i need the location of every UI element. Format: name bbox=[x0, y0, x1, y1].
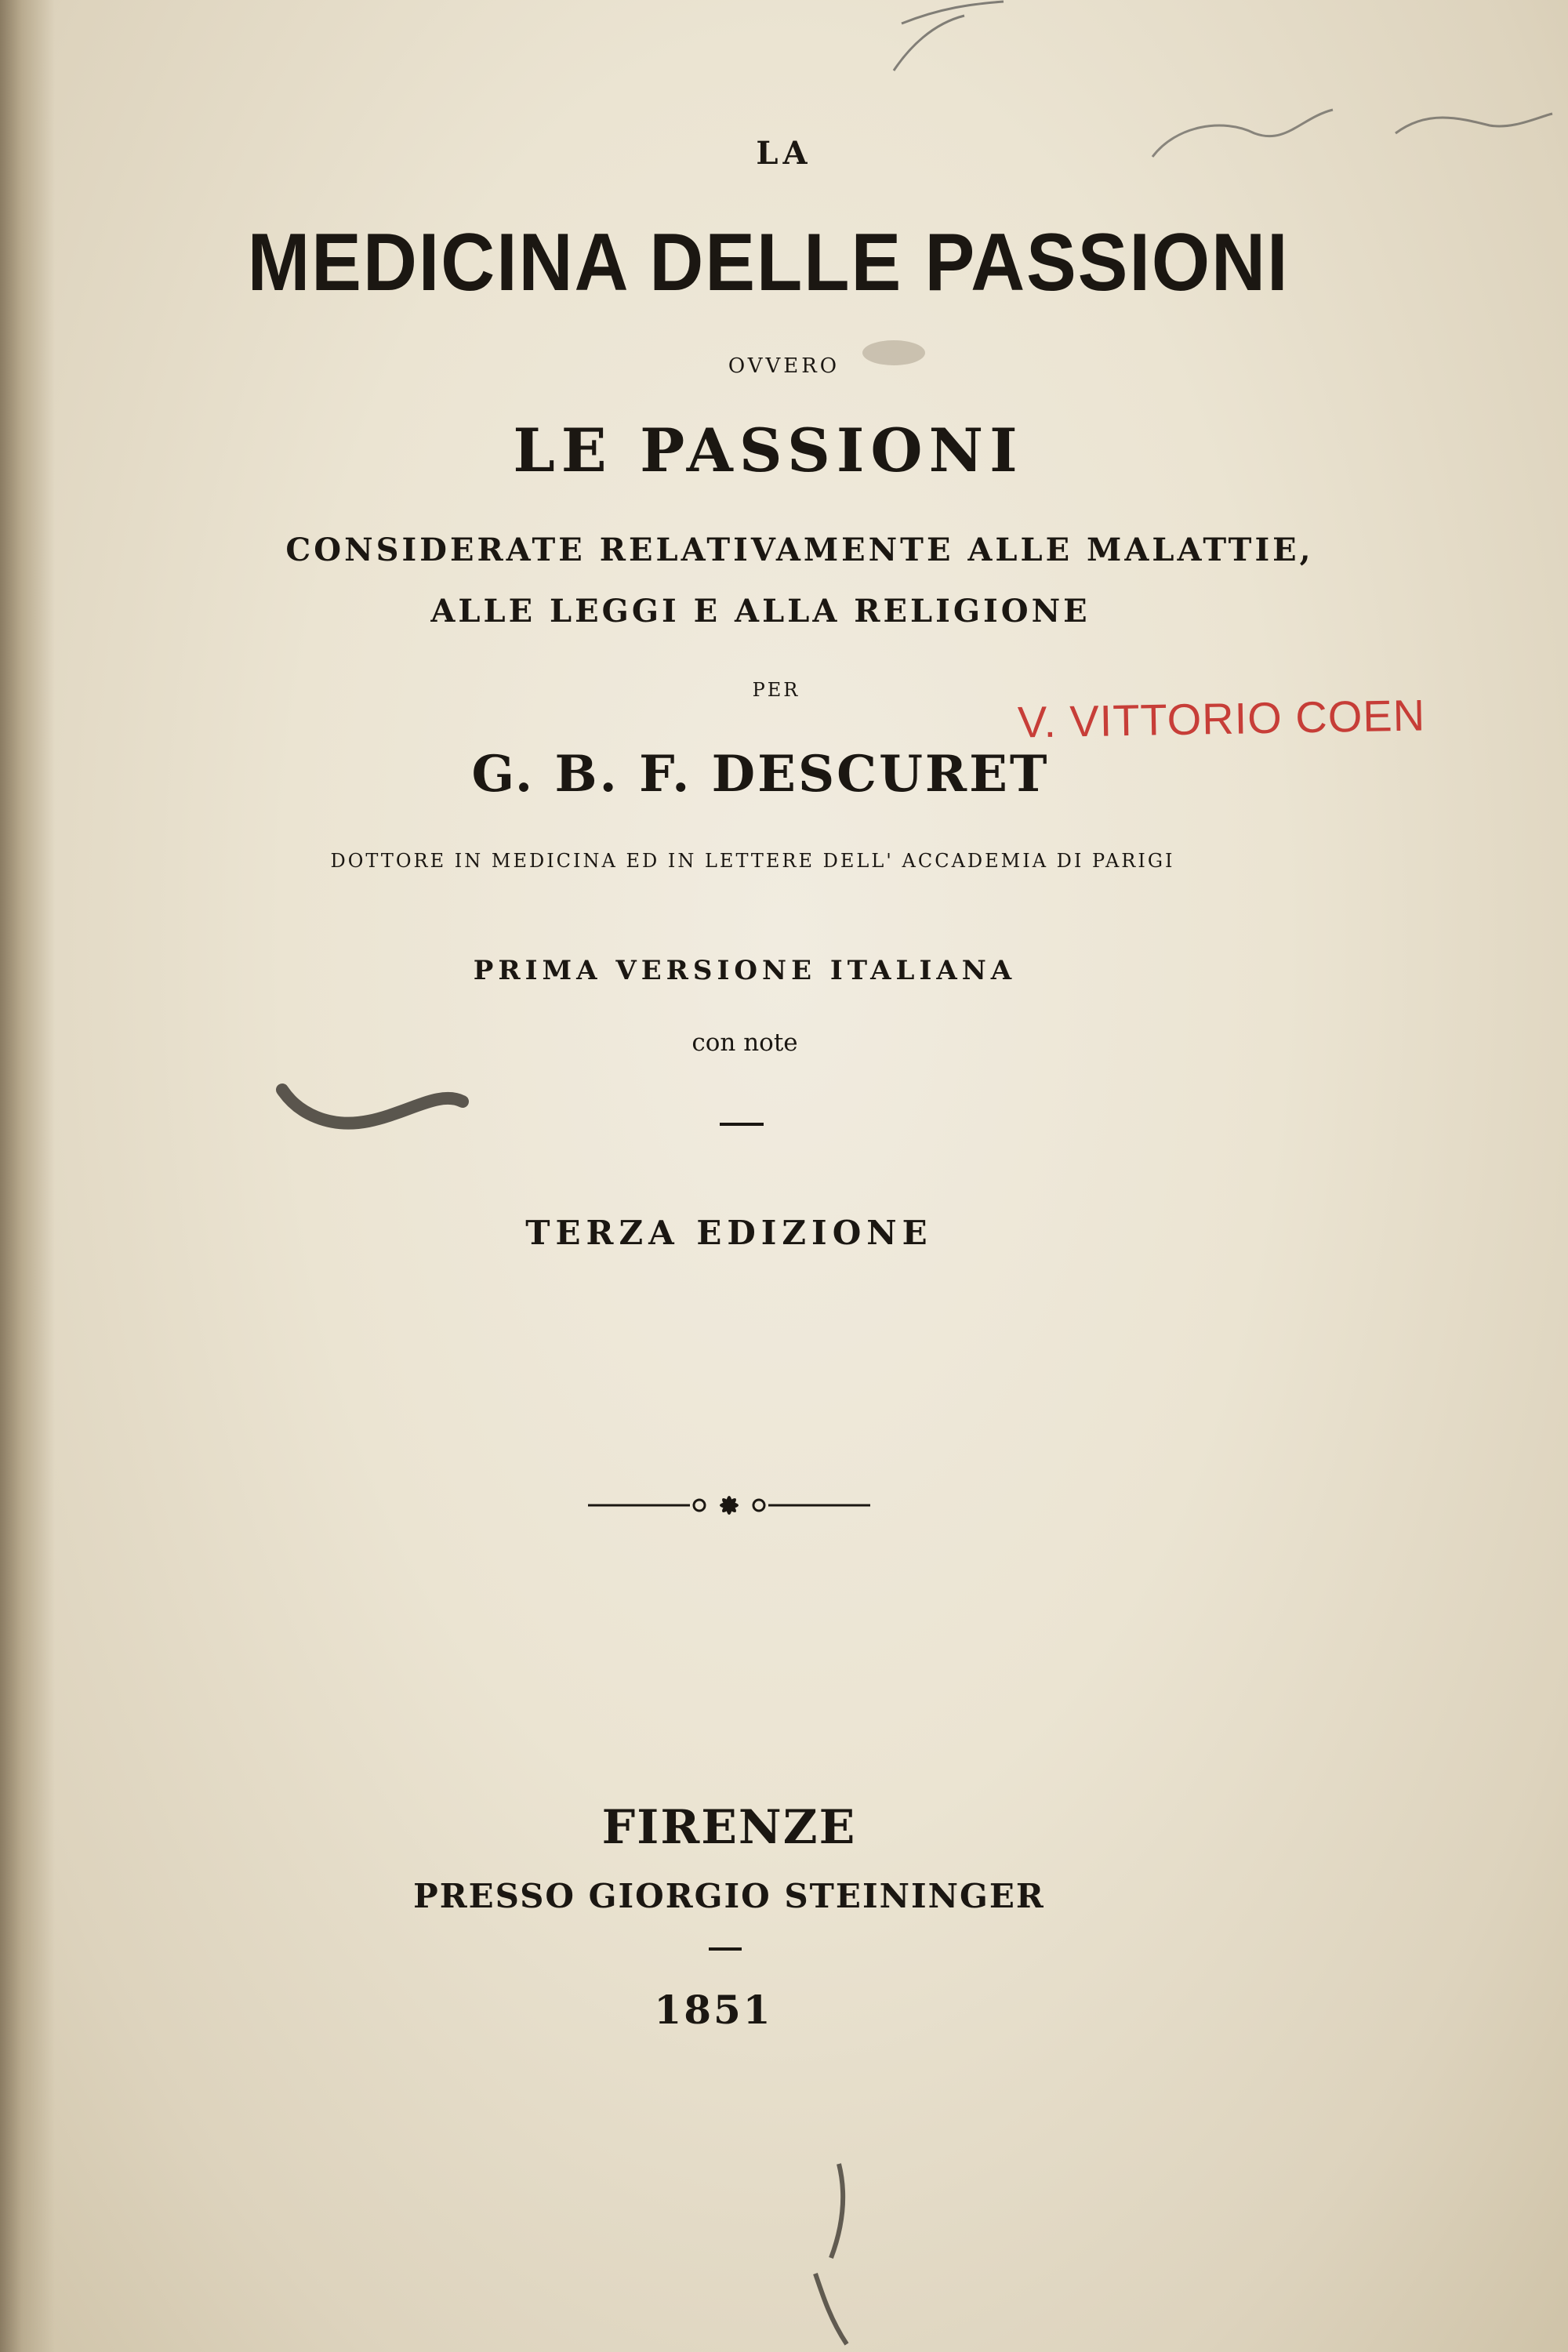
publication-city: FIRENZE bbox=[601, 1800, 857, 1855]
author-credentials: DOTTORE IN MEDICINA ED IN LETTERE DELL' ACCADEMIA DI PARIGI bbox=[330, 850, 1175, 872]
separator-dash-2 bbox=[709, 1947, 742, 1951]
pencil-annotation-icon bbox=[894, 2, 1004, 71]
alternate-title: LE PASSIONI bbox=[513, 416, 1024, 485]
version-note: PRIMA VERSIONE ITALIANA bbox=[473, 955, 1017, 986]
subtitle-line-1: CONSIDERATE RELATIVAMENTE ALLE MALATTIE, bbox=[285, 532, 1314, 568]
edition-line: TERZA EDIZIONE bbox=[525, 1214, 933, 1252]
separator-dash bbox=[720, 1123, 764, 1126]
notes-line: con note bbox=[691, 1029, 798, 1057]
flower-ornament-icon bbox=[580, 1490, 878, 1521]
publisher: PRESSO GIORGIO STEININGER bbox=[413, 1877, 1045, 1915]
title-article: LA bbox=[756, 135, 812, 172]
ownership-stamp: V. VITTORIO COEN bbox=[1017, 690, 1426, 747]
title-connector: OVVERO bbox=[728, 354, 840, 378]
subtitle-line-2: ALLE LEGGI E ALLA RELIGIONE bbox=[430, 593, 1091, 630]
author-name: G. B. F. DESCURET bbox=[471, 745, 1050, 804]
main-title: MEDICINA DELLE PASSIONI bbox=[247, 217, 1290, 308]
author-prefix: PER bbox=[752, 679, 800, 701]
publication-year: 1851 bbox=[654, 1987, 773, 2033]
